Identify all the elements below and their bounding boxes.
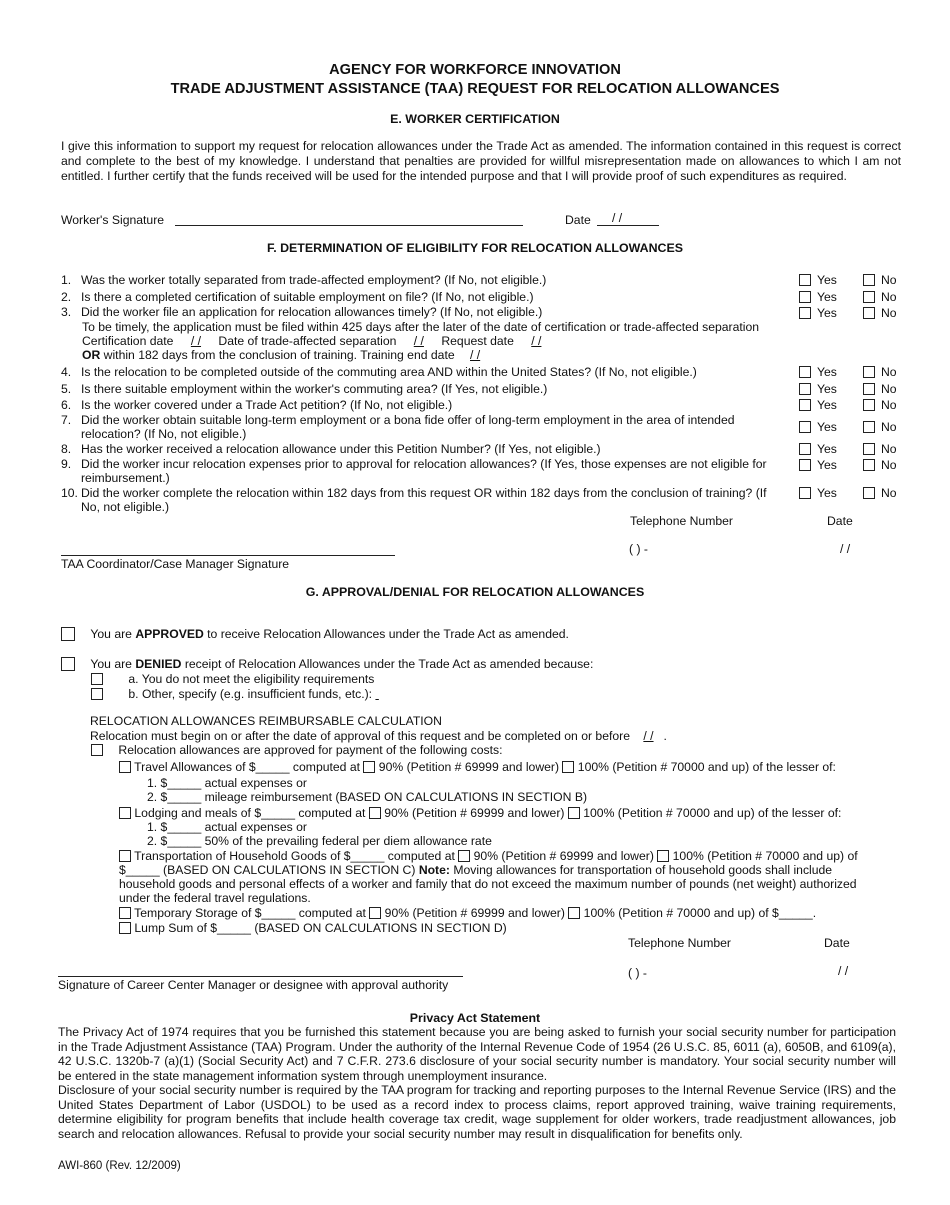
f-telephone-field[interactable]: ( ) - (629, 542, 648, 556)
storage-line[interactable]: Temporary Storage of $_____ computed at 90% (Petition # 69999 and lower) 100% (Petition # 70000 and up) of $_____. (119, 906, 816, 921)
coordinator-signature-field[interactable] (61, 555, 395, 556)
reason-b-checkbox[interactable] (91, 688, 103, 700)
q5-yes-checkbox[interactable]: Yes (799, 382, 837, 397)
q1-yes-checkbox[interactable]: Yes (799, 273, 837, 288)
q6-no-checkbox[interactable]: No (863, 398, 897, 413)
denied-option[interactable]: You are DENIED receipt of Relocation Allowances under the Trade Act as amended because: (61, 657, 593, 672)
privacy-paragraph-1: The Privacy Act of 1974 requires that you be furnished this statement because you are being asked to furnish your social security number for participation in the Trade Adjustment Assistance (TAA) Program. Under the authority of the Internal Revenue Code of 1954 (26 U.S.C. 85, 6011 (a), 6050B, and 6109(a), 42 U.S.C. 1320b-7 (a)(1) (Social Security Act) and 7 C.F.R. 273.6 disclosure of your social security number is mandatory. Your social security number will be entered in the state management information system through unemployment insurance. (58, 1025, 896, 1083)
training-end-date-field[interactable]: / / (470, 348, 481, 362)
coordinator-signature-label: TAA Coordinator/Case Manager Signature (61, 557, 290, 571)
q2-no-checkbox[interactable]: No (863, 290, 897, 305)
question-4: 4. Is the relocation to be completed outside of the commuting area AND within the United States? (If No, not eligible.) (61, 365, 697, 379)
privacy-heading: Privacy Act Statement (409, 1011, 541, 1025)
question-10: 10. Did the worker complete the relocation within 182 days from this request OR within 182 days from the conclusion of training? (If (61, 486, 767, 500)
denial-reason-a[interactable]: a. You do not meet the eligibility requirements (91, 672, 374, 687)
q1-no-checkbox[interactable]: No (863, 273, 897, 288)
f-date-field[interactable]: / / (840, 542, 851, 556)
storage-checkbox[interactable] (119, 907, 131, 919)
worker-date-field[interactable] (597, 225, 659, 226)
question-8: 8. Has the worker received a relocation allowance under this Petition Number? (If Yes, not eligible.) (61, 442, 601, 456)
worker-date-value: / / (612, 211, 623, 225)
lodging-checkbox[interactable] (119, 807, 131, 819)
q8-yes-checkbox[interactable]: Yes (799, 442, 837, 457)
lodging-option-1: 1. $_____ actual expenses or (147, 820, 307, 834)
other-reason-field[interactable] (375, 687, 407, 702)
q4-yes-checkbox[interactable]: Yes (799, 365, 837, 380)
transport-line-4: under the federal travel regulations. (119, 891, 311, 905)
manager-signature-label: Signature of Career Center Manager or designee with approval authority (58, 978, 449, 992)
q4-no-checkbox[interactable]: No (863, 365, 897, 380)
lump-sum-checkbox[interactable] (119, 922, 131, 934)
manager-signature-field[interactable] (58, 976, 463, 977)
question-1: 1. Was the worker totally separated from trade-affected employment? (If No, not eligible.) (61, 273, 547, 287)
g-date-field[interactable]: / / (838, 964, 849, 978)
lodging-90-checkbox[interactable] (369, 807, 381, 819)
transport-line-2: $_____ (BASED ON CALCULATIONS IN SECTION C) Note: Moving allowances for transportation of household goods shall include (119, 863, 833, 877)
worker-date-label: Date (565, 213, 591, 227)
transport-checkbox[interactable] (119, 850, 131, 862)
reason-a-checkbox[interactable] (91, 673, 103, 685)
transport-line[interactable]: Transportation of Household Goods of $_____ computed at 90% (Petition # 69999 and lower) 100% (Petition # 70000 and up) of (119, 849, 858, 864)
f-telephone-label: Telephone Number (630, 514, 733, 528)
f-date-label: Date (827, 514, 853, 528)
question-9-cont: reimbursement.) (81, 471, 170, 485)
approved-costs-line[interactable]: Relocation allowances are approved for payment of the following costs: (91, 743, 503, 758)
g-telephone-field[interactable]: ( ) - (628, 966, 647, 980)
travel-option-1: 1. $_____ actual expenses or (147, 776, 307, 790)
q10-yes-checkbox[interactable]: Yes (799, 486, 837, 501)
question-2: 2. Is there a completed certification of suitable employment on file? (If No, not eligible.) (61, 290, 534, 304)
section-e-heading: E. WORKER CERTIFICATION (390, 112, 560, 126)
denied-checkbox[interactable] (61, 657, 75, 671)
q3-no-checkbox[interactable]: No (863, 306, 897, 321)
question-5: 5. Is there suitable employment within the worker's commuting area? (If Yes, not eligible.) (61, 382, 548, 396)
worker-certification-text: I give this information to support my request for relocation allowances under the Trade Act as amended. The information contained in this request is correct and complete to the best of my knowledge. I understand that penalties are provided for willful misrepresentation made on allowances to which I am not entitled. I further certify that the funds received will be used for the intended purpose and that I will provide proof of such expenditures as required. (61, 139, 901, 183)
transport-line-3: household goods and personal effects of a worker and family that do not exceed the maximum number of pounds (net weight) authorized (119, 877, 857, 891)
lodging-option-2: 2. $_____ 50% of the prevailing federal per diem allowance rate (147, 834, 492, 848)
q3-training-line: OR within 182 days from the conclusion of training. Training end date / / (82, 348, 492, 363)
travel-option-2: 2. $_____ mileage reimbursement (BASED ON CALCULATIONS IN SECTION B) (147, 790, 588, 804)
question-3: 3. Did the worker file an application for relocation allowances timely? (If No, not eligible.) (61, 305, 543, 319)
privacy-paragraph-2: Disclosure of your social security number is required by the TAA program for tracking and reporting purposes to the Internal Revenue Service (IRS) and the United States Department of Labor (USDOL) to be used as a record index to process claims, report approved training, waive training requirements, determine eligibility for program benefits that include health coverage tax credit, wage supplement for older workers, trade readjustment allowances, job search and relocation allowances. Refusal to provide your social security number may result in disqualification for benefits only. (58, 1083, 896, 1141)
q3-timeliness-text: To be timely, the application must be filed within 425 days after the later of the date of certification or trade-affected separation (82, 320, 760, 334)
travel-90-checkbox[interactable] (363, 761, 375, 773)
travel-line[interactable]: Travel Allowances of $_____ computed at 90% (Petition # 69999 and lower) 100% (Petition # 70000 and up) of the lesser of: (119, 760, 836, 775)
q7-no-checkbox[interactable]: No (863, 420, 897, 435)
q9-no-checkbox[interactable]: No (863, 458, 897, 473)
request-date-field[interactable]: / / (531, 334, 542, 348)
question-7: 7. Did the worker obtain suitable long-term employment or a bona fide offer of long-term employment in the area of intended (61, 413, 735, 427)
form-number: AWI-860 (Rev. 12/2009) (58, 1160, 181, 1172)
storage-100-checkbox[interactable] (568, 907, 580, 919)
form-title: TRADE ADJUSTMENT ASSISTANCE (TAA) REQUEST FOR RELOCATION ALLOWANCES (170, 81, 780, 97)
travel-100-checkbox[interactable] (562, 761, 574, 773)
g-date-label: Date (824, 936, 850, 950)
q8-no-checkbox[interactable]: No (863, 442, 897, 457)
calc-begin-line: Relocation must begin on or after the date of approval of this request and be completed on or before / / . (90, 729, 667, 743)
question-6: 6. Is the worker covered under a Trade Act petition? (If No, not eligible.) (61, 398, 453, 412)
q10-no-checkbox[interactable]: No (863, 486, 897, 501)
certification-date-field[interactable]: / / (190, 334, 202, 348)
q9-yes-checkbox[interactable]: Yes (799, 458, 837, 473)
lodging-100-checkbox[interactable] (568, 807, 580, 819)
q5-no-checkbox[interactable]: No (863, 382, 897, 397)
agency-title: AGENCY FOR WORKFORCE INNOVATION (329, 62, 621, 78)
calc-heading: RELOCATION ALLOWANCES REIMBURSABLE CALCULATION (90, 714, 442, 728)
question-7-cont: relocation? (If No, not eligible.) (81, 427, 247, 441)
q2-yes-checkbox[interactable]: Yes (799, 290, 837, 305)
lump-sum-line[interactable]: Lump Sum of $_____ (BASED ON CALCULATIONS IN SECTION D) (119, 921, 507, 936)
q7-yes-checkbox[interactable]: Yes (799, 420, 837, 435)
question-9: 9. Did the worker incur relocation expenses prior to approval for relocation allowances? (If Yes, those expenses are not eligible for (61, 457, 767, 471)
approved-checkbox[interactable] (61, 627, 75, 641)
q3-yes-checkbox[interactable]: Yes (799, 306, 837, 321)
g-telephone-label: Telephone Number (628, 936, 731, 950)
q3-dates-line: Certification date / / Date of trade-affected separation / / Request date / / (82, 334, 555, 349)
question-10-cont: No, not eligible.) (81, 500, 170, 514)
lodging-line[interactable]: Lodging and meals of $_____ computed at 90% (Petition # 69999 and lower) 100% (Petition # 70000 and up) of the lesser of: (119, 806, 841, 821)
storage-90-checkbox[interactable] (369, 907, 381, 919)
worker-signature-field[interactable] (175, 225, 523, 226)
worker-signature-label: Worker's Signature (61, 213, 165, 227)
denial-reason-b[interactable]: b. Other, specify (e.g. insufficient funds, etc.): (91, 687, 407, 702)
approved-costs-checkbox[interactable] (91, 744, 103, 756)
section-f-heading: F. DETERMINATION OF ELIGIBILITY FOR RELOCATION ALLOWANCES (267, 241, 683, 255)
q6-yes-checkbox[interactable]: Yes (799, 398, 837, 413)
approved-option[interactable]: You are APPROVED to receive Relocation Allowances under the Trade Act as amended. (61, 627, 569, 642)
transport-90-checkbox[interactable] (458, 850, 470, 862)
separation-date-field[interactable]: / / (413, 334, 424, 348)
completion-date-field[interactable]: / / (643, 729, 654, 743)
transport-100-checkbox[interactable] (657, 850, 669, 862)
section-g-heading: G. APPROVAL/DENIAL FOR RELOCATION ALLOWANCES (305, 585, 645, 599)
travel-checkbox[interactable] (119, 761, 131, 773)
